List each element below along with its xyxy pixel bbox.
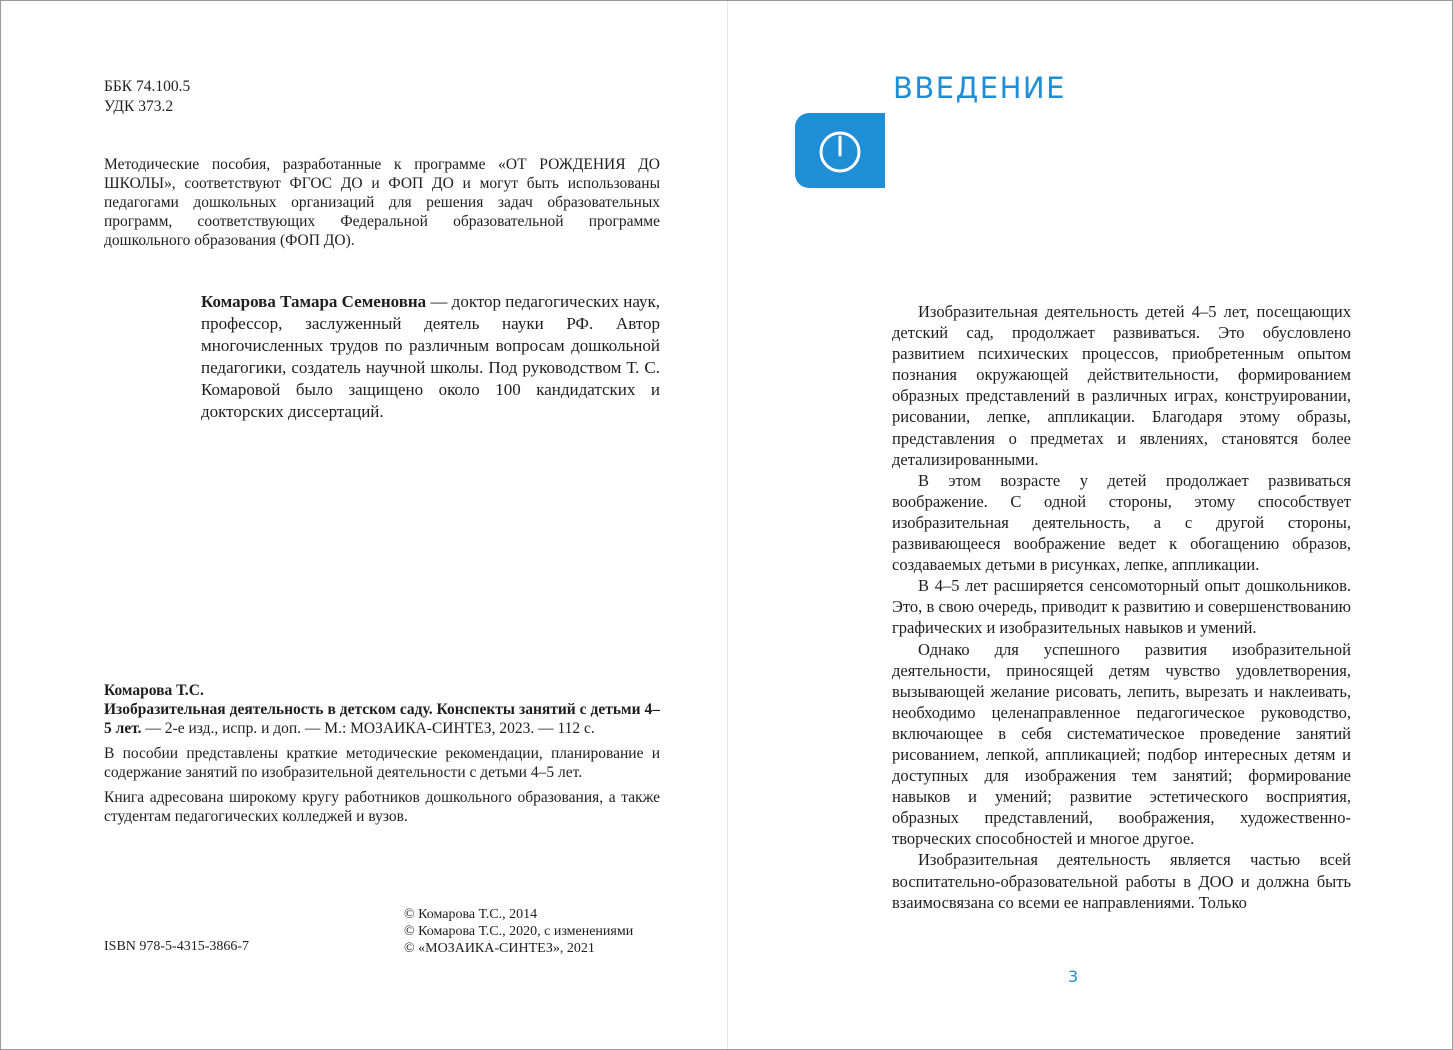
author-bio-text: — доктор педагогических наук, профессор, заслуженный деятель науки РФ. Автор многочисленных трудов по различным вопросам дошкольной педагогики, создатель научной школы. Под руководством Т. С. Комаровой было защищено около 100 кандидатских и докторских диссертаций. xyxy=(201,292,661,421)
paragraph: Изобразительная деятельность детей 4–5 лет, посещающих детский сад, продолжает развиваться. Это обусловлено развитием психических процессов, приобретенным опытом познания окружающей действительности, формированием образных представлений в различных играх, конструировании, рисовании, лепке, аппликации. Благодаря этому образы, представления о предметах и явлениях, становятся более детализированными. xyxy=(892,302,1351,469)
chapter-icon-box xyxy=(795,113,885,188)
bbk-code: ББК 74.100.5 xyxy=(104,78,191,95)
right-page xyxy=(728,1,1452,1049)
classification-codes xyxy=(104,77,190,117)
udk-code: УДК 373.2 xyxy=(104,98,174,115)
book-description: В пособии представлены краткие методические рекомендации, планирование и содержание занятий по изобразительной деятельности с детьми 4–5 лет. xyxy=(104,745,660,781)
book-audience: Книга адресована широкому кругу работников дошкольного образования, а также студентам педагогических колледжей и вузов. xyxy=(104,789,660,825)
copyright-line: © Комарова Т.С., 2014 xyxy=(404,907,538,922)
author-name: Комарова Тамара Семеновна xyxy=(201,292,427,311)
copyright-line: © «МОЗАИКА-СИНТЕЗ», 2021 xyxy=(404,941,595,956)
power-icon xyxy=(816,127,864,175)
author-bio xyxy=(201,291,660,423)
biblio-edition: — 2-е изд., испр. и доп. — М.: МОЗАИКА-СИНТЕЗ, 2023. — 112 с. xyxy=(141,720,595,737)
copyright-line: © Комарова Т.С., 2020, с изменениями xyxy=(404,924,634,939)
page-number: 3 xyxy=(1068,967,1079,986)
methodical-annotation: Методические пособия, разработанные к программе «ОТ РОЖДЕНИЯ ДО ШКОЛЫ», соответствуют ФГОС ДО и ФОП ДО и могут быть использованы педагогами дошкольных организаций для решения задач образовательных программ, соответствующих Федеральной образовательной программе дошкольного образования (ФОП ДО). xyxy=(104,156,660,249)
biblio-author: Комарова Т.С. xyxy=(104,682,204,699)
biblio-title: Изобразительная деятельность в детском саду. Конспекты занятий с детьми 4–5 лет. xyxy=(104,701,660,737)
isbn: ISBN 978-5-4315-3866-7 xyxy=(104,939,250,954)
bibliographic-record xyxy=(104,681,660,832)
paragraph: В 4–5 лет расширяется сенсомоторный опыт дошкольников. Это, в свою очередь, приводит к развитию и совершенствованию графических и изобразительных навыков и умений. xyxy=(892,576,1351,638)
paragraph: Однако для успешного развития изобразительной деятельности, приносящей детям чувство удовлетворения, вызывающей желание рисовать, лепить, вырезать и наклеивать, необходимо целенаправленное педагогическое руководство, включающее в себя систематическое проведение занятий рисованием, лепкой, аппликацией; подбор интересных детям и доступных для изображения тем занятий; формирование навыков и умений; развитие эстетического восприятия, образных представлений, воображения, художественно-творческих способностей и многое другое. xyxy=(892,639,1351,849)
chapter-title: ВВЕДЕНИЕ xyxy=(893,71,1066,105)
intro-text xyxy=(892,301,1351,913)
paragraph: В этом возрасте у детей продолжает развиваться воображение. С одной стороны, этому способствует изобразительная деятельность, а с другой стороны, развивающееся воображение ведет к обогащению образов, создаваемых детьми в рисунках, лепке, аппликации. xyxy=(892,470,1351,575)
paragraph: Изобразительная деятельность является частью всей воспитательно-образовательной работы в ДОО и должна быть взаимосвязана со всеми ее направлениями. Только xyxy=(892,850,1351,912)
left-page xyxy=(1,1,727,1049)
copyright-block xyxy=(404,906,664,957)
